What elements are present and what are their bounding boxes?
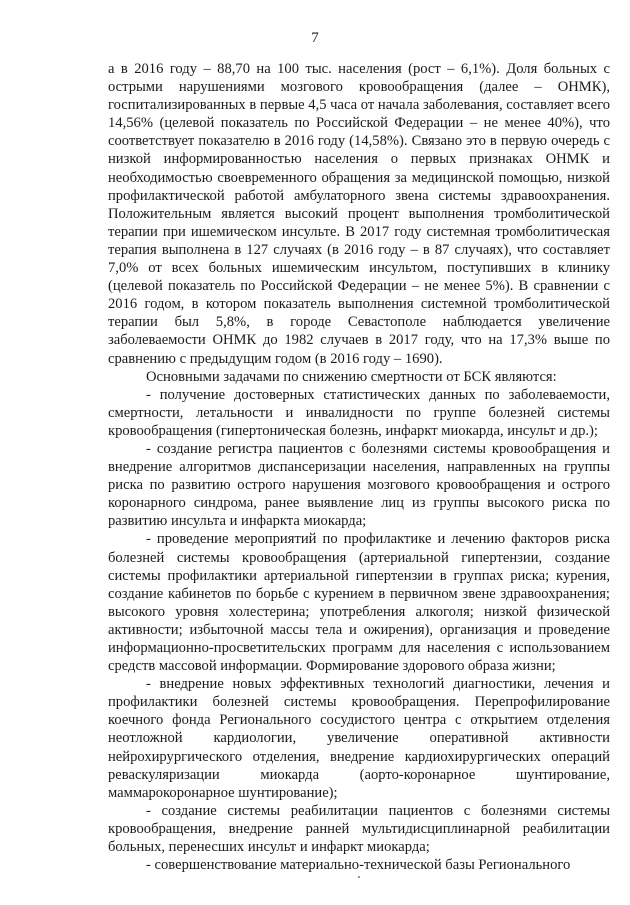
list-item-statistics: - получение достоверных статистических данных по заболеваемости, смертности, летальности и инвалидности по группе болезней системы кровообращения (гипертоническая болезнь, инфаркт миокарда, инсульт и др.); [108,386,610,439]
scan-dot [358,876,360,878]
list-item-rehabilitation: - создание системы реабилитации пациентов с болезнями системы кровообращения, внедрение ранней мультидисциплинарной реабилитации больных, перенесших инсульт и инфаркт миокарда; [108,802,610,856]
page-body [108,60,610,874]
list-item-material-base: - совершенствование материально-технической базы Регионального [146,857,571,874]
list-item-technologies: - внедрение новых эффективных технологий диагностики, лечения и профилактики болезней системы кровообращения. Перепрофилирование коечного фонда Регионального сосудистого центра с открытием отделения неотложной кардиологии, увеличение оперативной активности нейрохирургического отделения, внедрение кардиохирургических операций реваскуляризации миокарда (аорто-коронарное шунтирование, маммарокоронарное шунтирование); [108,676,610,801]
paragraph-continuation: а в 2016 году – 88,70 на 100 тыс. населения (рост – 6,1%). Доля больных с острыми нарушениями мозгового кровообращения (далее – ОНМК), госпитализированных в первые 4,5 часа от начала заболевания, составляет всего 14,56% (целевой показатель по Российской Федерации – не менее 40%), что соответствует показателю в 2016 году (14,58%). Связано это в первую очередь с низкой информированностью населения о первых признаках ОНМК и необходимостью своевременного обращения за медицинской помощью, низкой профилактической работой амбулаторного звена системы здравоохранения. Положительным является высокий процент выполнения тромболитической терапии при ишемическом инсульте. В 2017 году системная тромболитическая терапия выполнена в 127 случаях (в 2016 году – в 87 случаях), что составляет 7,0% от всех больных ишемическим инсультом, поступивших в клинику (целевой показатель по Российской Федерации – не менее 5%). В сравнении с 2016 годом, в котором показатель выполнения системной тромболитической терапии был 5,8%, в городе Севастополе наблюдается увеличение заболеваемости ОНМК до 1982 случаев в 2017 году, что на 17,3% выше по сравнению с предыдущим годом (в 2016 году – 1690). [108,61,611,367]
list-item-registry: - создание регистра пациентов с болезнями системы кровообращения и внедрение алгоритмов диспансеризации населения, направленных на группы риска по развитию острого нарушения мозгового кровообращения и острого коронарного синдрома, ранее выявление лиц из группы высокого риска по развитию инсульта и инфаркта миокарда; [108,440,610,530]
paragraph-tasks-intro: Основными задачами по снижению смертности от БСК являются: [146,368,557,385]
page-number: 7 [311,30,319,46]
list-item-prevention: - проведение мероприятий по профилактике и лечению факторов риска болезней системы кровообращения (артериальной гипертензии, создание системы профилактики артериальной гипертензии в группах риска; курения, создание кабинетов по борьбе с курением в первичном звене здравоохранения; высокого уровня холестерина; употребления алкоголя; низкой физической активности; избыточной массы тела и ожирения), организация и проведение информационно-просветительских программ для населения с использованием средств массовой информации. Формирование здорового образа жизни; [108,531,610,675]
